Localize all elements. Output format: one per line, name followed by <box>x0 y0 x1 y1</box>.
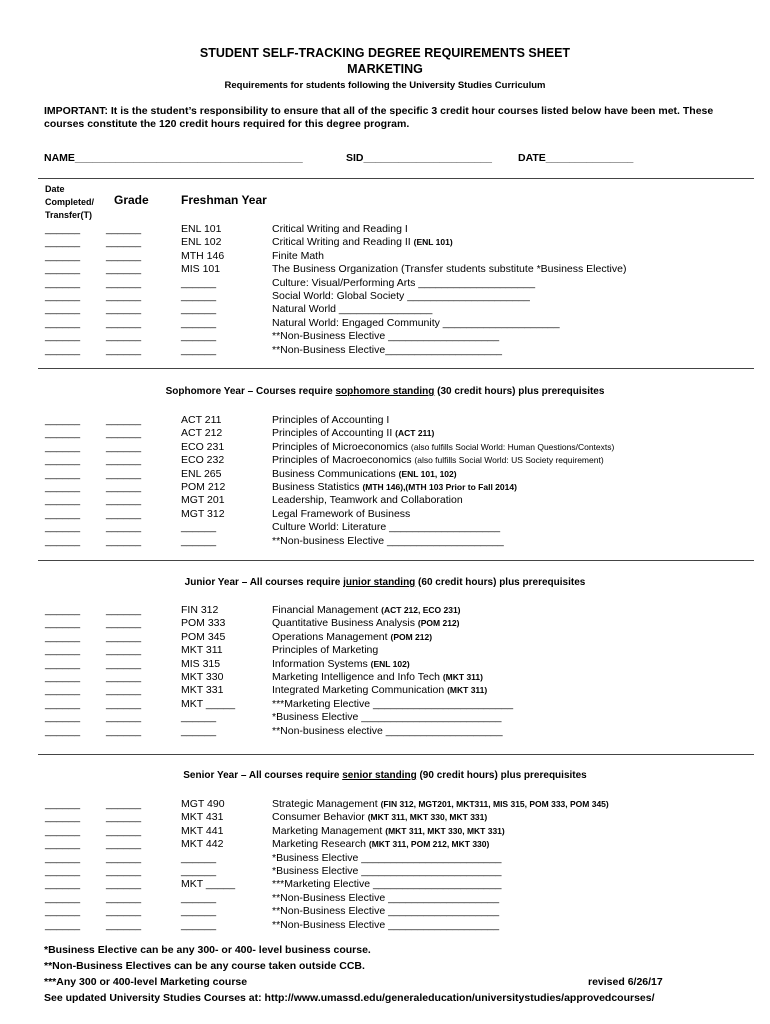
course-row <box>0 317 770 330</box>
grade-blank[interactable]: ______ <box>106 604 142 616</box>
prerequisites: (MTH 146),(MTH 103 Prior to Fall 2014) <box>362 482 517 492</box>
course-code: FIN 312 <box>181 604 219 616</box>
course-description: Principles of Accounting I <box>272 414 390 426</box>
grade-blank[interactable]: ______ <box>106 798 142 810</box>
name-field[interactable]: NAME_______________________________________ <box>44 152 303 164</box>
course-row <box>0 494 770 507</box>
course-row <box>0 919 770 932</box>
date-completed-blank[interactable]: ______ <box>45 440 81 453</box>
date-completed-blank[interactable]: ______ <box>45 454 81 467</box>
date-completed-blank[interactable]: ______ <box>45 798 81 810</box>
course-code: MTH 146 <box>181 249 225 262</box>
grade-blank[interactable]: ______ <box>106 644 142 657</box>
course-description: Strategic Management (FIN 312, MGT201, MKT311, MIS 315, POM 333, POM 345) <box>272 798 609 810</box>
course-description: Culture World: Literature ___________________ <box>272 521 501 534</box>
date-completed-blank[interactable]: ______ <box>45 263 81 276</box>
course-code: ACT 212 <box>181 427 223 440</box>
course-code: MIS 315 <box>181 657 221 670</box>
prerequisites: (ENL 101) <box>413 237 453 248</box>
section-heading: Junior Year – All courses require junior standing (60 credit hours) plus prerequisites <box>184 577 586 588</box>
course-description: **Non-Business Elective ___________________ <box>272 905 500 918</box>
course-description: The Business Organization (Transfer students substitute *Business Elective) <box>272 263 627 276</box>
prerequisites: (MKT 311, MKT 330, MKT 331) <box>367 812 488 823</box>
grade-blank[interactable]: ______ <box>106 824 142 837</box>
course-code: ______ <box>181 865 217 877</box>
grade-blank[interactable]: ______ <box>106 481 142 493</box>
course-code: POM 212 <box>181 481 226 493</box>
course-description: Marketing Management (MKT 311, MKT 330, MKT 331) <box>272 824 505 837</box>
section-divider <box>38 754 754 755</box>
course-row <box>0 604 770 617</box>
course-code: ACT 211 <box>181 414 222 426</box>
date-completed-blank[interactable]: ______ <box>45 303 81 316</box>
course-description: Marketing Intelligence and Info Tech (MKT 311) <box>272 671 483 683</box>
document-subtitle: Requirements for students following the University Studies Curriculum <box>224 80 546 91</box>
section-heading: Senior Year – All courses require senior standing (90 credit hours) plus prerequisites <box>183 770 587 781</box>
course-code: MKT 331 <box>181 684 224 697</box>
course-description: Natural World: Engaged Community ____________________ <box>272 316 560 329</box>
grade-blank[interactable]: ______ <box>106 521 142 534</box>
course-description: *Business Elective ________________________ <box>272 865 502 877</box>
course-row <box>0 277 770 290</box>
course-description: Marketing Research (MKT 311, POM 212, MKT 330) <box>272 838 490 851</box>
prerequisites: (ACT 211) <box>395 428 435 439</box>
course-row <box>0 698 770 711</box>
course-description: Integrated Marketing Communication (MKT 311) <box>272 684 488 697</box>
footnote-university-studies-link[interactable]: See updated University Studies Courses at: http://www.umassd.edu/generaleducation/universitystudies/approvedcourses/ <box>44 992 655 1004</box>
footnote-non-business-elective: **Non-Business Electives can be any course taken outside CCB. <box>44 960 365 972</box>
course-code: ECO 232 <box>181 454 225 467</box>
grade-blank[interactable]: ______ <box>106 414 142 426</box>
grade-blank[interactable]: ______ <box>106 263 142 276</box>
course-row <box>0 617 770 630</box>
course-description: Consumer Behavior (MKT 311, MKT 330, MKT 331) <box>272 811 488 824</box>
date-completed-blank[interactable]: ______ <box>45 481 81 493</box>
date-completed-blank[interactable]: ______ <box>45 697 81 710</box>
date-completed-blank[interactable]: ______ <box>45 330 81 343</box>
course-row <box>0 711 770 724</box>
course-code: ______ <box>181 905 217 918</box>
course-code: ECO 231 <box>181 440 225 453</box>
date-completed-blank[interactable]: ______ <box>45 534 81 547</box>
prerequisites: (MKT 311) <box>442 672 483 682</box>
date-completed-blank[interactable]: ______ <box>45 671 81 683</box>
grade-blank[interactable]: ______ <box>106 657 142 670</box>
course-description: Principles of Accounting II (ACT 211) <box>272 427 435 440</box>
course-row <box>0 263 770 276</box>
course-description: Natural World ________________ <box>272 303 433 316</box>
course-code: ______ <box>181 534 217 547</box>
course-code: MKT 330 <box>181 671 224 683</box>
date-completed-blank[interactable]: ______ <box>45 711 81 724</box>
course-code: ______ <box>181 343 217 356</box>
course-row <box>0 852 770 865</box>
section-divider <box>38 368 754 369</box>
date-completed-blank[interactable]: ______ <box>45 223 81 235</box>
grade-blank[interactable]: ______ <box>106 454 142 467</box>
date-completed-blank[interactable]: ______ <box>45 467 81 480</box>
section-heading: Sophomore Year – Courses require sophomore standing (30 credit hours) plus prerequisites <box>165 386 605 397</box>
course-description: Financial Management (ACT 212, ECO 231) <box>272 604 461 616</box>
course-description: ***Marketing Elective ________________________ <box>272 697 514 710</box>
revision-date: revised 6/26/17 <box>588 976 663 988</box>
course-code: ______ <box>181 303 217 316</box>
course-row <box>0 344 770 357</box>
grade-blank[interactable]: ______ <box>106 467 142 480</box>
course-code: MKT _____ <box>181 697 236 710</box>
course-row <box>0 236 770 249</box>
grade-blank[interactable]: ______ <box>106 724 142 737</box>
date-completed-blank[interactable]: ______ <box>45 878 81 891</box>
grade-blank[interactable]: ______ <box>106 276 142 289</box>
course-row <box>0 644 770 657</box>
course-description: *Business Elective ________________________ <box>272 711 502 724</box>
date-completed-blank[interactable]: ______ <box>45 918 81 931</box>
grade-blank[interactable]: ______ <box>106 851 142 864</box>
course-description: Principles of Microeconomics (also fulfills Social World: Human Questions/Contexts) <box>272 440 615 453</box>
date-completed-blank[interactable]: ______ <box>45 343 81 356</box>
course-description: Social World: Global Society _____________________ <box>272 290 530 302</box>
document-title: STUDENT SELF-TRACKING DEGREE REQUIREMENTS SHEET <box>199 46 571 60</box>
course-row <box>0 725 770 738</box>
date-completed-blank[interactable]: ______ <box>45 851 81 864</box>
grade-blank[interactable]: ______ <box>106 891 142 904</box>
grade-blank[interactable]: ______ <box>106 236 142 249</box>
date-completed-blank[interactable]: ______ <box>45 824 81 837</box>
footnote-business-elective: *Business Elective can be any 300- or 400- level business course. <box>44 944 371 956</box>
date-completed-blank[interactable]: ______ <box>45 494 81 507</box>
course-code: MKT 441 <box>181 824 224 837</box>
grade-blank[interactable]: ______ <box>106 905 142 918</box>
date-completed-blank[interactable]: ______ <box>45 276 81 289</box>
course-row <box>0 468 770 481</box>
course-code: MKT 431 <box>181 811 224 824</box>
course-row <box>0 454 770 467</box>
prerequisites: (POM 212) <box>390 631 433 642</box>
date-completed-blank[interactable]: ______ <box>45 905 81 918</box>
course-code: ______ <box>181 316 217 329</box>
course-description: **Non-Business Elective____________________ <box>272 343 503 356</box>
date-completed-blank[interactable]: ______ <box>45 249 81 262</box>
sid-field[interactable]: SID______________________ <box>346 152 492 164</box>
date-completed-blank[interactable]: ______ <box>45 316 81 329</box>
course-row <box>0 905 770 918</box>
course-description: Quantitative Business Analysis (POM 212) <box>272 617 460 630</box>
course-row <box>0 535 770 548</box>
date-completed-blank[interactable]: ______ <box>45 617 81 630</box>
prerequisites: (MKT 311) <box>447 685 488 696</box>
grade-blank[interactable]: ______ <box>106 671 142 683</box>
course-description: Operations Management (POM 212) <box>272 630 433 643</box>
date-completed-blank[interactable]: ______ <box>45 657 81 670</box>
course-code: ______ <box>181 330 217 343</box>
grade-blank[interactable]: ______ <box>106 684 142 697</box>
prerequisites: (POM 212) <box>417 618 460 629</box>
course-row <box>0 481 770 494</box>
course-row <box>0 671 770 684</box>
course-code: MGT 490 <box>181 798 225 810</box>
prerequisites: (ENL 102) <box>370 658 410 669</box>
grade-blank[interactable]: ______ <box>106 838 142 851</box>
grade-blank[interactable]: ______ <box>106 811 142 824</box>
course-row <box>0 838 770 851</box>
fulfillment-note: (also fulfills Social World: US Society requirement) <box>414 455 604 466</box>
course-code: ______ <box>181 724 217 737</box>
course-description: **Non-business Elective ____________________ <box>272 534 504 547</box>
program-title: MARKETING <box>347 62 423 76</box>
freshman-year-header: Freshman Year <box>181 193 267 207</box>
date-completed-blank[interactable]: ______ <box>45 724 81 737</box>
grade-blank[interactable]: ______ <box>106 494 142 507</box>
course-row <box>0 798 770 811</box>
date-completed-blank[interactable]: ______ <box>45 414 81 426</box>
course-row <box>0 250 770 263</box>
date-completed-blank[interactable]: ______ <box>45 290 81 302</box>
course-row <box>0 892 770 905</box>
course-row <box>0 825 770 838</box>
course-description: Legal Framework of Business <box>272 507 411 520</box>
course-row <box>0 223 770 236</box>
course-code: ______ <box>181 290 217 302</box>
grade-blank[interactable]: ______ <box>106 617 142 630</box>
grade-blank[interactable]: ______ <box>106 303 142 316</box>
course-description: **Non-Business Elective ___________________ <box>272 918 500 931</box>
course-description: Business Statistics (MTH 146),(MTH 103 Prior to Fall 2014) <box>272 481 517 493</box>
course-description: Critical Writing and Reading I <box>272 223 408 235</box>
course-code: MIS 101 <box>181 263 221 276</box>
grade-blank[interactable]: ______ <box>106 330 142 343</box>
course-row <box>0 303 770 316</box>
course-code: POM 345 <box>181 630 226 643</box>
grade-blank[interactable]: ______ <box>106 440 142 453</box>
date-completed-blank[interactable]: ______ <box>45 236 81 249</box>
course-code: MKT 311 <box>181 644 223 657</box>
course-description: Information Systems (ENL 102) <box>272 657 410 670</box>
grade-blank[interactable]: ______ <box>106 697 142 710</box>
grade-blank[interactable]: ______ <box>106 290 142 302</box>
date-completed-blank[interactable]: ______ <box>45 644 81 657</box>
course-description: **Non-business elective ____________________ <box>272 724 503 737</box>
prerequisites: (MKT 311, POM 212, MKT 330) <box>368 839 490 850</box>
course-description: Culture: Visual/Performing Arts ____________________ <box>272 276 536 289</box>
grade-blank[interactable]: ______ <box>106 427 142 440</box>
course-row <box>0 427 770 440</box>
course-row <box>0 631 770 644</box>
course-code: ENL 101 <box>181 223 222 235</box>
course-description: Principles of Macroeconomics (also fulfills Social World: US Society requirement) <box>272 454 604 467</box>
prerequisites: (ACT 212, ECO 231) <box>381 605 461 615</box>
date-completed-blank[interactable]: ______ <box>45 684 81 697</box>
course-description: Business Communications (ENL 101, 102) <box>272 467 457 480</box>
course-row <box>0 865 770 878</box>
course-code: ______ <box>181 276 217 289</box>
course-row <box>0 658 770 671</box>
date-completed-blank[interactable]: ______ <box>45 604 81 616</box>
course-code: ENL 265 <box>181 467 222 480</box>
date-completed-blank[interactable]: ______ <box>45 507 81 520</box>
grade-blank[interactable]: ______ <box>106 223 142 235</box>
grade-blank[interactable]: ______ <box>106 630 142 643</box>
grade-blank[interactable]: ______ <box>106 249 142 262</box>
prerequisites: (FIN 312, MGT201, MKT311, MIS 315, POM 333, POM 345) <box>380 799 609 809</box>
footnote-marketing-course: ***Any 300 or 400-level Marketing course <box>44 976 248 988</box>
course-row <box>0 290 770 303</box>
grade-header: Grade <box>114 193 149 207</box>
course-code: ______ <box>181 891 217 904</box>
course-row <box>0 521 770 534</box>
date-completed-blank[interactable]: ______ <box>45 838 81 851</box>
course-row <box>0 330 770 343</box>
course-row <box>0 878 770 891</box>
course-code: ______ <box>181 711 217 724</box>
course-row <box>0 508 770 521</box>
prerequisites: (ENL 101, 102) <box>398 468 457 479</box>
grade-blank[interactable]: ______ <box>106 865 142 877</box>
grade-blank[interactable]: ______ <box>106 711 142 724</box>
course-description: Principles of Marketing <box>272 644 379 657</box>
course-code: MGT 312 <box>181 507 225 520</box>
grade-blank[interactable]: ______ <box>106 878 142 891</box>
course-description: Leadership, Teamwork and Collaboration <box>272 494 463 507</box>
course-code: ENL 102 <box>181 236 222 249</box>
date-completed-blank[interactable]: ______ <box>45 630 81 643</box>
divider <box>38 178 754 179</box>
date-completed-blank[interactable]: ______ <box>45 521 81 534</box>
course-code: MKT _____ <box>181 878 236 891</box>
prerequisites: (MKT 311, MKT 330, MKT 331) <box>385 825 505 836</box>
fulfillment-note: (also fulfills Social World: Human Questions/Contexts) <box>410 441 615 452</box>
course-code: POM 333 <box>181 617 226 630</box>
grade-blank[interactable]: ______ <box>106 507 142 520</box>
grade-blank[interactable]: ______ <box>106 534 142 547</box>
important-notice: IMPORTANT: It is the student’s responsibility to ensure that all of the specific 3 credit hour courses listed below have been met. These courses constitute the 120 credit hours required for this degree program. <box>44 105 714 130</box>
section-divider <box>38 560 754 561</box>
course-description: **Non-Business Elective ___________________ <box>272 891 500 904</box>
course-row <box>0 684 770 697</box>
date-completed-blank[interactable]: ______ <box>45 427 81 440</box>
course-description: **Non-Business Elective ___________________ <box>272 330 500 343</box>
course-description: Finite Math <box>272 249 324 262</box>
course-description: Critical Writing and Reading II (ENL 101) <box>272 236 453 249</box>
date-completed-blank[interactable]: ______ <box>45 865 81 877</box>
course-row <box>0 811 770 824</box>
course-description: *Business Elective ________________________ <box>272 851 502 864</box>
course-row <box>0 414 770 427</box>
course-code: MGT 201 <box>181 494 225 507</box>
grade-blank[interactable]: ______ <box>106 316 142 329</box>
grade-blank[interactable]: ______ <box>106 343 142 356</box>
course-code: ______ <box>181 851 217 864</box>
date-completed-blank[interactable]: ______ <box>45 891 81 904</box>
grade-blank[interactable]: ______ <box>106 918 142 931</box>
course-row <box>0 441 770 454</box>
course-code: MKT 442 <box>181 838 224 851</box>
course-code: ______ <box>181 521 217 534</box>
course-description: ***Marketing Elective ______________________ <box>272 878 502 891</box>
date-completed-blank[interactable]: ______ <box>45 811 81 824</box>
date-completed-header: Date Completed/ Transfer(T) <box>45 184 95 220</box>
course-code: ______ <box>181 918 217 931</box>
date-field[interactable]: DATE_______________ <box>518 152 634 164</box>
